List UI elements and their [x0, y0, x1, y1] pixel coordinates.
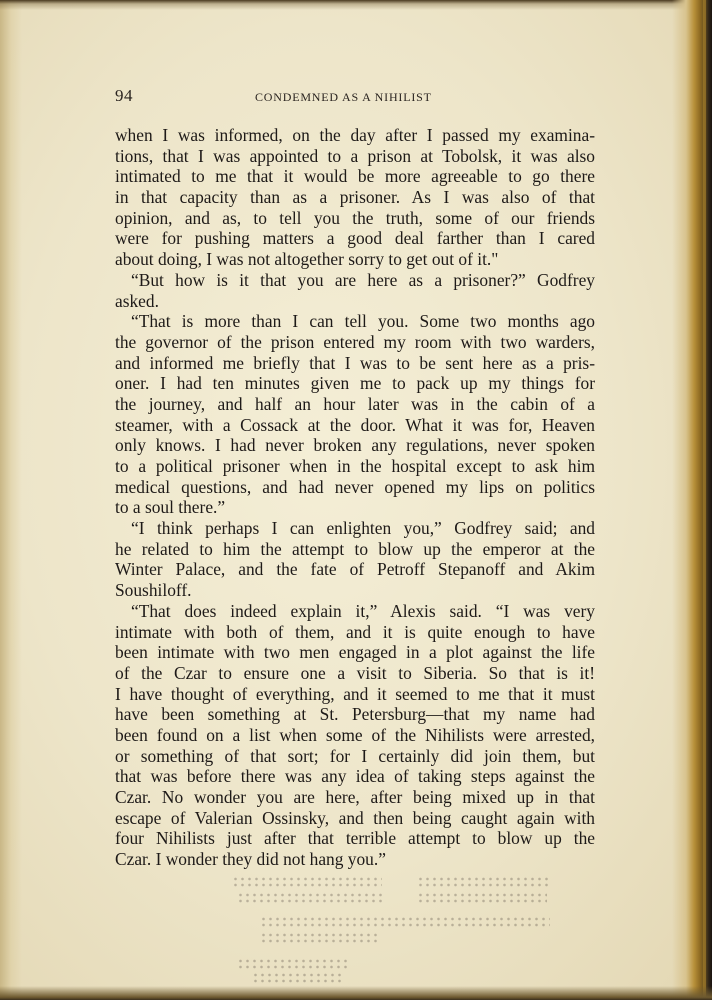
- text-line: four Nihilists just after that terrible attempt to blow up the: [115, 828, 595, 849]
- text-line: Soushiloff.: [115, 580, 192, 601]
- text-line: Czar. No wonder you are here, after being mixed up in that: [115, 787, 595, 807]
- text-line: Winter Palace, and the fate of Petroff Stepanoff and Akim: [115, 559, 595, 580]
- text-line: intimated to me that it would be more agreeable to go there: [115, 166, 595, 187]
- bleed-through-text: [232, 876, 562, 986]
- page-number: 94: [115, 86, 133, 105]
- text-line: asked.: [115, 290, 159, 311]
- text-line: steamer, with a Cossack at the door. What it was for, Heaven: [115, 414, 595, 435]
- text-line: he related to him the attempt to blow up the emperor at the: [115, 538, 595, 559]
- text-line: to a soul there.”: [115, 497, 226, 518]
- text-line: “I think perhaps I can enlighten you,” Godfrey said; and: [131, 518, 595, 539]
- text-line: “But how is it that you are here as a prisoner?” Godfrey: [131, 269, 595, 290]
- text-line: that was before there was any idea of taking steps against the: [115, 766, 595, 787]
- text-line: opinion, and as, to tell you the truth, some of our friends: [115, 207, 595, 228]
- text-line: of the Czar to ensure one a visit to Siberia. So that is it!: [115, 662, 595, 683]
- text-line: were for pushing matters a good deal farther than I cared: [115, 228, 595, 249]
- text-line: have been something at St. Petersburg—that my name had: [115, 704, 595, 725]
- page-top-shadow: [0, 0, 712, 10]
- text-line: “That is more than I can tell you. Some two months ago: [131, 311, 595, 332]
- text-line: tions, that I was appointed to a prison at Tobolsk, it was also: [115, 145, 595, 166]
- page-left-edge: [0, 0, 22, 1000]
- page-bottom-edge: [0, 986, 712, 1000]
- text-line: been intimate with two men engaged in a plot against the life: [115, 642, 595, 663]
- text-line: intimate with both of them, and it is quite enough to have: [115, 621, 595, 642]
- text-line: been found on a list when some of the Nihilists were arrested,: [115, 724, 595, 745]
- text-line: escape of Valerian Ossinsky, and then being caught again with: [115, 807, 595, 828]
- body-text: [115, 125, 595, 870]
- text-line: or something of that sort; for I certainly did join them, but: [115, 745, 595, 766]
- text-line: I have thought of everything, and it seemed to me that it must: [115, 683, 595, 704]
- book-spine-edge: [672, 0, 712, 1000]
- text-line: oner. I had ten minutes given me to pack up my things for: [115, 373, 595, 394]
- text-line: medical questions, and had never opened my lips on politics: [115, 476, 595, 497]
- running-title: CONDEMNED AS A NIHILIST: [255, 90, 432, 104]
- text-line: and informed me briefly that I was to be sent here as a pris-: [115, 352, 595, 373]
- text-line: Czar. I wonder they did not hang you.”: [115, 849, 386, 870]
- text-line: only knows. I had never broken any regulations, never spoken: [115, 435, 595, 456]
- text-line: “That does indeed explain it,” Alexis said. “I was very: [131, 600, 595, 621]
- text-line: to a political prisoner when in the hospital except to ask him: [115, 456, 595, 476]
- text-line: about doing, I was not altogether sorry to get out of it.": [115, 249, 499, 270]
- text-line: when I was informed, on the day after I passed my examina-: [115, 125, 595, 145]
- text-line: the journey, and half an hour later was in the cabin of a: [115, 393, 595, 414]
- text-line: the governor of the prison entered my room with two warders,: [115, 331, 595, 352]
- page-header: [115, 86, 605, 110]
- text-line: in that capacity than as a prisoner. As I was also of that: [115, 187, 595, 208]
